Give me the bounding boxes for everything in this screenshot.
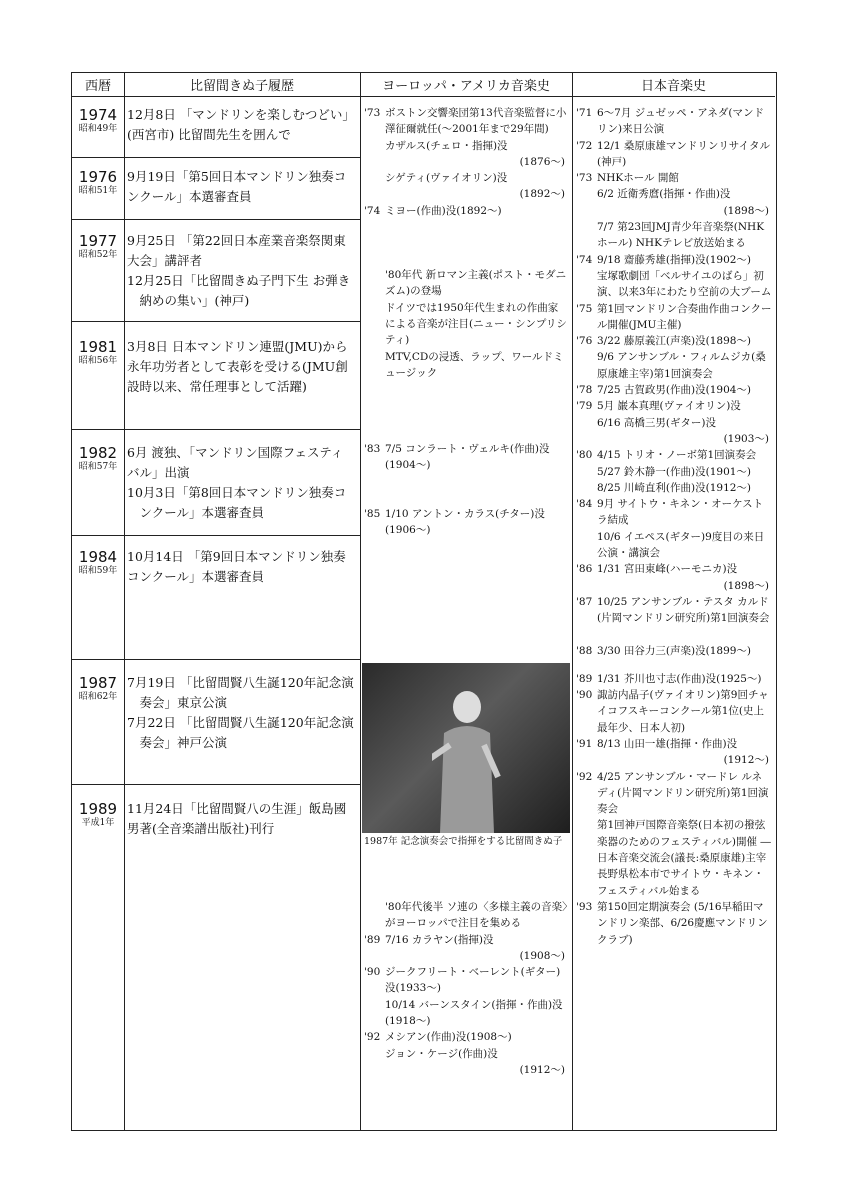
- history-entry: [576, 252, 772, 301]
- entry-year-range: (1876～): [519, 155, 565, 168]
- entry-text: 12/1 桑原康雄マンドリンリサイタル(神戸): [597, 139, 770, 168]
- entry-text: ジョン・ケージ(作曲)没: [385, 1047, 498, 1060]
- entry-text: 7/16 カラヤン(指揮)没: [385, 933, 494, 946]
- bio-cell: 9月19日「第5回日本マンドリン独奏コンクール」本選審査員: [127, 169, 347, 204]
- history-entry: [576, 138, 772, 171]
- history-entry: [364, 964, 568, 1029]
- bio-cell: 9月25日 「第22回日本産業音楽祭関東大会」講評者 12月25日「比留間きぬ子門下生 お弾き納めの集い」(神戸): [127, 233, 351, 308]
- bio-cell: 11月24日「比留間賢八の生涯」飯島國男著(全音楽譜出版社)刊行: [127, 801, 347, 836]
- entry-year: '88: [576, 644, 593, 657]
- entry-text: 諏訪内晶子(ヴァイオリン)第9回チャイコフスキーコンクール第1位(史上最年少、日本人初): [597, 689, 769, 734]
- col-divider: [124, 73, 125, 1130]
- entry-year-range: (1912～): [519, 1063, 565, 1076]
- row-divider: [72, 535, 360, 536]
- history-entry: [364, 1029, 568, 1078]
- conductor-photo: [362, 663, 570, 833]
- entry-year: '90: [576, 689, 593, 702]
- europe-history-column: [364, 105, 568, 538]
- entry-year: '90: [364, 966, 381, 979]
- history-entry: [576, 496, 772, 561]
- entry-text: 8/13 山田一雄(指揮・作曲)没: [597, 737, 738, 750]
- entry-year: '74: [576, 253, 593, 266]
- entry-year: '89: [576, 672, 593, 685]
- entry-text: 3/30 田谷力三(声楽)没(1899～): [597, 644, 752, 657]
- history-entry: [576, 170, 772, 219]
- entry-text: 6～7月 ジュゼッペ・アネダ(マンドリン)来日公演: [597, 107, 764, 136]
- history-entry: [364, 506, 568, 539]
- entry-year: '89: [364, 933, 381, 946]
- entry-text: '80年代後半 ソ連の〈多様主義の音楽〉がヨーロッパで注目を集める: [385, 901, 568, 930]
- entry-text: MTV,CDの浸透、ラップ、ワールドミュージック: [385, 350, 564, 379]
- history-entry: [576, 561, 772, 594]
- history-entry: [576, 736, 772, 769]
- entry-text: 宝塚歌劇団「ベルサイユのばら」初演、以来3年にわたり空前の大ブーム: [597, 269, 772, 299]
- entry-year: [364, 899, 385, 932]
- history-entry: [364, 267, 568, 381]
- entry-year: '85: [364, 507, 381, 520]
- entry-text: 10/6 イエペス(ギター)9度目の来日公演・講演会: [597, 530, 765, 560]
- entry-text: 3/22 藤原義江(声楽)没(1898～): [597, 335, 752, 348]
- year-cell: 1977 昭和52年: [78, 232, 118, 260]
- row-divider: [72, 321, 360, 322]
- year-cell: 1984 昭和59年: [78, 548, 118, 576]
- entry-text: 1/31 宮田東峰(ハーモニカ)没: [597, 563, 738, 576]
- entry-text: 長野県松本市でサイトウ・キネン・フェスティバル始まる: [597, 868, 765, 897]
- japan-history-column: [576, 105, 772, 948]
- entry-text: 第150回定期演奏会 (5/16早稲田マンドリン楽部、6/26慶應マンドリンクラブ): [597, 900, 768, 946]
- history-entry: [576, 899, 772, 948]
- entry-text: ボストン交響楽団第13代音楽監督に小澤征爾就任(～2001年まで29年間): [385, 107, 567, 136]
- entry-year: [576, 219, 597, 252]
- history-entry: [364, 203, 568, 219]
- header-year: 西暦: [72, 73, 124, 97]
- history-entry: [576, 769, 772, 899]
- row-divider: [72, 659, 360, 660]
- year-cell: 1982 昭和57年: [78, 444, 118, 472]
- entry-text: ジークフリート・ベーレント(ギター)没(1933～): [385, 966, 561, 995]
- bio-cell: 10月14日 「第9回日本マンドリン独奏コンクール」本選審査員: [127, 549, 346, 584]
- entry-year-range: (1892～): [519, 188, 565, 201]
- entry-year: '79: [576, 400, 593, 413]
- history-entry: [576, 594, 772, 627]
- row-divider: [72, 429, 360, 430]
- entry-year: '74: [364, 204, 381, 217]
- entry-text: 10/14 バーンスタイン(指揮・作曲)没(1918～): [385, 998, 563, 1028]
- europe-history-column-late: [364, 899, 568, 1078]
- bio-cell: 7月19日 「比留間賢八生誕120年記念演奏会」東京公演 7月22日 「比留間賢八生誕120年記念演奏会」神戸公演: [127, 675, 354, 750]
- chronology-table: [71, 72, 777, 1131]
- history-entry: [576, 447, 772, 496]
- history-entry: [576, 105, 772, 138]
- entry-text: 8/25 川崎直利(作曲)没(1912～): [597, 481, 752, 494]
- entry-text: 第1回マンドリン合奏曲作曲コンクール開催(JMU主催): [597, 302, 772, 331]
- bio-cell: 12月8日 「マンドリンを楽しむつどい」(西宮市) 比留間先生を囲んで: [127, 107, 355, 142]
- conductor-figure-icon: [432, 685, 502, 833]
- header-japan: 日本音楽史: [572, 73, 775, 97]
- entry-text: 10/25 アンサンブル・テスタ カルド(片岡マンドリン研究所)第1回演奏会: [597, 595, 770, 625]
- year-cell: 1987 昭和62年: [78, 674, 118, 702]
- entry-year-range: (1898～): [723, 204, 769, 217]
- entry-text: 第1回神戸国際音楽祭(日本初の撥弦楽器のためのフェスティバル)開催 ―日本音楽交流会(議長:桑原康雄)主宰: [597, 819, 771, 865]
- header-europe: ヨーロッパ・アメリカ音楽史: [360, 73, 572, 97]
- history-entry: [364, 105, 568, 170]
- bio-cell: 3月8日 日本マンドリン連盟(JMU)から永年功労者として表彰を受ける(JMU創設時以来、常任理事として活躍): [127, 339, 348, 394]
- history-entry: [576, 398, 772, 447]
- entry-year: '72: [576, 139, 593, 152]
- entry-text: ドイツでは1950年代生まれの作曲家による音楽が注目(ニュー・シンプリシティ): [385, 301, 567, 347]
- history-entry: [576, 687, 772, 736]
- entry-text: NHKホール 開館: [597, 172, 679, 185]
- year-cell: 1976 昭和51年: [78, 168, 118, 196]
- history-entry: [576, 382, 772, 398]
- entry-year: '91: [576, 737, 593, 750]
- entry-year: '75: [576, 302, 593, 315]
- entry-text: 9/18 齋藤秀雄(指揮)没(1902～): [597, 253, 752, 266]
- entry-text: 1/31 芥川也寸志(作曲)没(1925～): [597, 672, 762, 685]
- history-entry: [364, 899, 568, 932]
- history-entry: [364, 170, 568, 203]
- entry-text: メシアン(作曲)没(1908～): [385, 1031, 512, 1044]
- photo-caption: 1987年 記念演奏会で指揮をする比留間きぬ子: [364, 836, 563, 847]
- entry-year: '76: [576, 335, 593, 348]
- history-entry: [576, 333, 772, 382]
- year-cell: 1981 昭和56年: [78, 338, 118, 366]
- history-entry: [576, 671, 772, 687]
- entry-year: '73: [364, 107, 381, 119]
- row-divider: [72, 784, 360, 785]
- entry-text: 4/25 アンサンブル・マードレ ルネディ(片岡マンドリン研究所)第1回演奏会: [597, 770, 769, 816]
- entry-text: 6/2 近衛秀麿(指揮・作曲)没: [597, 188, 731, 201]
- history-entry: [576, 219, 772, 252]
- row-divider: [72, 157, 360, 158]
- entry-text: '80年代 新ロマン主義(ポスト・モダニズム)の登場: [385, 269, 567, 298]
- history-entry: [364, 932, 568, 965]
- entry-year: '93: [576, 900, 593, 913]
- history-entry: [576, 643, 772, 659]
- col-divider: [360, 73, 361, 1130]
- entry-text: 4/15 トリオ・ノーボ第1回演奏会: [597, 449, 757, 462]
- entry-text: カザルス(チェロ・指揮)没: [385, 139, 508, 152]
- entry-text: 6/16 高橋三男(ギター)没: [597, 416, 717, 429]
- entry-text: 5月 巌本真理(ヴァイオリン)没: [597, 400, 741, 413]
- entry-text: 9/6 アンサンブル・フィルムジカ(桑原康雄主宰)第1回演奏会: [597, 351, 766, 380]
- history-entry: [364, 441, 568, 474]
- entry-year: '92: [364, 1031, 381, 1044]
- col-divider: [572, 73, 573, 1130]
- year-cell: 1974 昭和49年: [78, 106, 118, 134]
- entry-text: 9月 サイトウ・キネン・オーケストラ結成: [597, 498, 764, 527]
- entry-year: '86: [576, 563, 593, 576]
- entry-text: ミヨー(作曲)没(1892～): [385, 204, 502, 217]
- entry-year: '78: [576, 384, 593, 397]
- entry-year: '87: [576, 595, 593, 608]
- entry-year: '83: [364, 443, 381, 456]
- entry-year-range: (1903～): [723, 432, 769, 445]
- row-divider: [72, 219, 360, 220]
- year-cell: 1989 平成1年: [78, 800, 118, 828]
- entry-text: 5/27 鈴木静一(作曲)没(1901～): [597, 465, 752, 478]
- entry-year: [364, 170, 385, 203]
- entry-year: [364, 267, 385, 381]
- entry-text: 1/10 アントン・カラス(チター)没(1906～): [385, 507, 545, 537]
- entry-text: 7/7 第23回JMJ青少年音楽祭(NHKホール) NHKテレビ放送始まる: [597, 221, 765, 250]
- entry-text: 7/5 コンラート・ヴェルキ(作曲)没(1904～): [385, 443, 550, 472]
- header-bio: 比留間きぬ子履歴: [124, 73, 360, 97]
- entry-text: シゲティ(ヴァイオリン)没: [385, 172, 508, 185]
- entry-year: '80: [576, 449, 593, 462]
- entry-year-range: (1908～): [519, 949, 565, 962]
- entry-year: '71: [576, 107, 593, 119]
- entry-year: '73: [576, 172, 593, 185]
- history-entry: [576, 301, 772, 334]
- entry-year-range: (1912～): [723, 754, 769, 767]
- entry-year: '84: [576, 498, 593, 511]
- entry-year: '92: [576, 770, 593, 783]
- bio-cell: 6月 渡独、「マンドリン国際フェスティバル」出演 10月3日「第8回日本マンドリン独奏コンクール」本選審査員: [127, 445, 347, 520]
- entry-text: 7/25 古賀政男(作曲)没(1904～): [597, 384, 752, 397]
- entry-year-range: (1898～): [723, 579, 769, 592]
